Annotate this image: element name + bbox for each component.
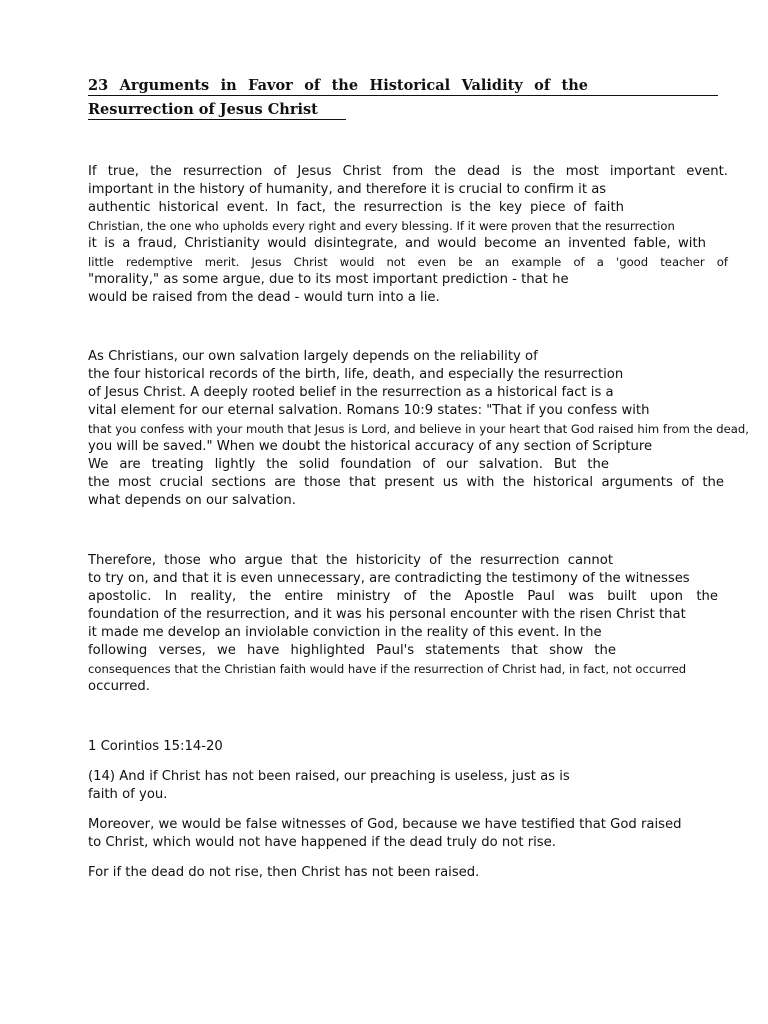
title-text-1: 23 Arguments in Favor of the Historical Validity of the bbox=[88, 77, 588, 94]
paragraph-2-line-3: of Jesus Christ. A deeply rooted belief in the resurrection as a historical fact is a bbox=[88, 385, 614, 400]
paragraph-1-line-1: If true, the resurrection of Jesus Christ from the dead is the most important event. bbox=[88, 164, 728, 179]
paragraph-2-line-2: the four historical records of the birth, life, death, and especially the resurrection bbox=[88, 367, 624, 382]
paragraph-1-line-8: would be raised from the dead - would turn into a lie. bbox=[88, 290, 440, 305]
paragraph-2-line-7: We are treating lightly the solid foundation of our salvation. But the bbox=[88, 457, 609, 472]
paragraph-2-line-1: As Christians, our own salvation largely depends on the reliability of bbox=[88, 349, 538, 364]
paragraph-1-line-6: little redemptive merit. Jesus Christ would not even be an example of a 'good teacher of bbox=[88, 255, 728, 269]
paragraph-1-line-7: "morality," as some argue, due to its most important prediction - that he bbox=[88, 272, 569, 287]
paragraph-2-line-9: what depends on our salvation. bbox=[88, 493, 296, 508]
verse-16-line-1: For if the dead do not rise, then Christ has not been raised. bbox=[88, 865, 480, 880]
paragraph-2-line-4: vital element for our eternal salvation. Romans 10:9 states: "That if you confess with bbox=[88, 403, 650, 418]
scripture-reference: 1 Corintios 15:14-20 bbox=[88, 739, 223, 754]
paragraph-3-line-7: consequences that the Christian faith would have if the resurrection of Christ had, in fact, not occurred bbox=[88, 662, 687, 676]
paragraph-3-line-6: following verses, we have highlighted Paul's statements that show the bbox=[88, 643, 616, 658]
paragraph-1-line-3: authentic historical event. In fact, the resurrection is the key piece of faith bbox=[88, 200, 624, 215]
paragraph-2-line-8: the most crucial sections are those that present us with the historical arguments of the bbox=[88, 475, 724, 490]
paragraph-2-line-6: you will be saved." When we doubt the historical accuracy of any section of Scripture bbox=[88, 439, 653, 454]
paragraph-1-line-4: Christian, the one who upholds every right and every blessing. If it were proven that the resurrection bbox=[88, 219, 675, 233]
paragraph-3-line-8: occurred. bbox=[88, 679, 150, 694]
verse-14-line-1: (14) And if Christ has not been raised, our preaching is useless, just as is bbox=[88, 769, 570, 784]
paragraph-1-line-5: it is a fraud, Christianity would disintegrate, and would become an invented fable, with bbox=[88, 236, 706, 251]
document-title-line-1 bbox=[88, 77, 718, 96]
verse-14-line-2: faith of you. bbox=[88, 787, 168, 802]
paragraph-3-line-2: to try on, and that it is even unnecessary, are contradicting the testimony of the witnesses bbox=[88, 571, 690, 586]
verse-15-line-1: Moreover, we would be false witnesses of God, because we have testified that God raised bbox=[88, 817, 682, 832]
paragraph-3-line-3: apostolic. In reality, the entire ministry of the Apostle Paul was built upon the bbox=[88, 589, 718, 604]
verse-15-line-2: to Christ, which would not have happened if the dead truly do not rise. bbox=[88, 835, 556, 850]
paragraph-3-line-5: it made me develop an inviolable conviction in the reality of this event. In the bbox=[88, 625, 602, 640]
paragraph-1-line-2: important in the history of humanity, and therefore it is crucial to confirm it as bbox=[88, 182, 607, 197]
paragraph-2-line-5: that you confess with your mouth that Jesus is Lord, and believe in your heart that God raised him from the dead, bbox=[88, 422, 749, 436]
paragraph-3-line-1: Therefore, those who argue that the historicity of the resurrection cannot bbox=[88, 553, 613, 568]
paragraph-3-line-4: foundation of the resurrection, and it was his personal encounter with the risen Christ that bbox=[88, 607, 686, 622]
document-title-line-2: Resurrection of Jesus Christ bbox=[88, 101, 346, 120]
